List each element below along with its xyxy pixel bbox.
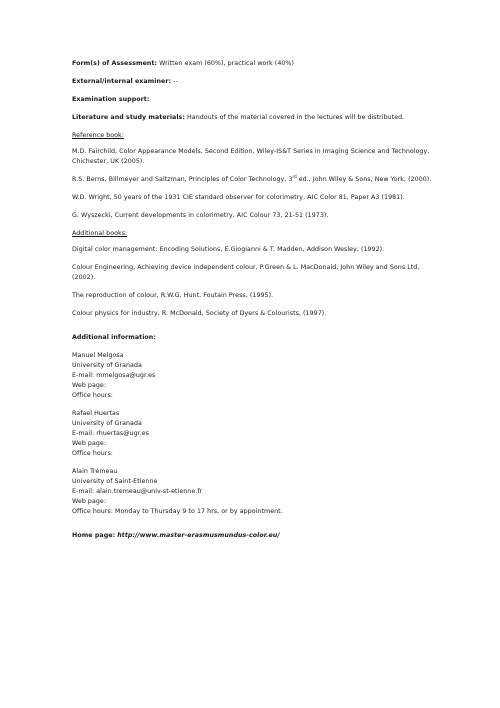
- reference-item: [72, 175, 444, 185]
- contact-email[interactable]: E-mail: alain.tremeau@univ-st-etienne.fr: [72, 488, 203, 495]
- additional-info-heading: Additional information:: [72, 334, 156, 341]
- additional-book-item: Colour physics for industry, R. McDonald, Society of Dyers & Colourists, (1997).: [72, 310, 327, 317]
- contact-block: [72, 351, 444, 401]
- reference-item: M.D. Fairchild, Color Appearance Models, Second Edition, Wiley-IS&T Series in Imaging Science and Technology, Chichester, UK (2005).: [72, 148, 430, 165]
- examiner-value: --: [173, 78, 178, 85]
- reference-text: R.S. Berns, Billmeyer and Saltzman, Principles of Color Technology, 3: [72, 176, 293, 183]
- assessment-line: [72, 59, 444, 69]
- contact-name: Alain Trémeau: [72, 468, 118, 475]
- additional-book-item: Digital color management: Encoding Solutions, E.Giogianni & T. Madden, Addison Wesley, (1992).: [72, 246, 385, 253]
- reference-heading: Reference book:: [72, 132, 124, 139]
- contact-office-hours: Office hours: Monday to Thursday 9 to 17 hrs, or by appointment.: [72, 508, 283, 515]
- contact-web: Web page:: [72, 382, 107, 389]
- contact-web: Web page:: [72, 498, 107, 505]
- literature-label: Literature and study materials:: [72, 114, 185, 121]
- support-line: [72, 95, 444, 105]
- examiner-label: External/internal examiner:: [72, 78, 172, 85]
- assessment-label: Form(s) of Assessment:: [72, 60, 158, 67]
- homepage-label: Home page:: [72, 532, 116, 539]
- contact-web: Web page:: [72, 440, 107, 447]
- contact-office-hours: Office hours:: [72, 450, 113, 457]
- homepage-line: [72, 531, 444, 541]
- homepage-link[interactable]: http://www.master-erasmusmundus-color.eu/: [117, 532, 280, 539]
- contact-office-hours: Office hours:: [72, 392, 113, 399]
- contact-email[interactable]: E-mail: mmelgosa@ugr.es: [72, 372, 156, 379]
- additional-book-item: The reproduction of colour, R.W.G. Hunt, Foutain Press, (1995).: [72, 292, 274, 299]
- literature-line: [72, 113, 444, 123]
- contact-email[interactable]: E-mail: rhuertas@ugr.es: [72, 430, 149, 437]
- reference-superscript: rd: [292, 174, 297, 179]
- contact-name: Manuel Melgosa: [72, 352, 124, 359]
- support-label: Examination support:: [72, 96, 150, 103]
- literature-value: Handouts of the material covered in the lectures will be distributed.: [187, 114, 405, 121]
- contact-university: University of Granada: [72, 420, 142, 427]
- assessment-value: Written exam (60%), practical work (40%): [159, 60, 294, 67]
- additional-book-item: Colour Engineering, Achieving device independent colour, P.Green & L. MacDonald, John Wiley and Sons Ltd, (2002).: [72, 264, 420, 281]
- contact-name: Rafael Huertas: [72, 410, 120, 417]
- contact-university: University of Granada: [72, 362, 142, 369]
- additional-books-heading: Additional books:: [72, 230, 128, 237]
- contact-block: [72, 467, 444, 517]
- examiner-line: [72, 77, 444, 87]
- reference-item: W.D. Wright, 50 years of the 1931 CIE standard observer for colorimetry, AIC Color 81, Paper A3 (1981).: [72, 194, 405, 201]
- reference-item: G. Wyszecki, Current developments in colorimetry, AIC Colour 73, 21-51 (1973).: [72, 212, 329, 219]
- reference-text: ed., John Wiley & Sons, New York, (2000).: [296, 176, 432, 183]
- document-body: [72, 59, 444, 541]
- contact-university: University of Saint-Etienne: [72, 478, 158, 485]
- contact-block: [72, 409, 444, 459]
